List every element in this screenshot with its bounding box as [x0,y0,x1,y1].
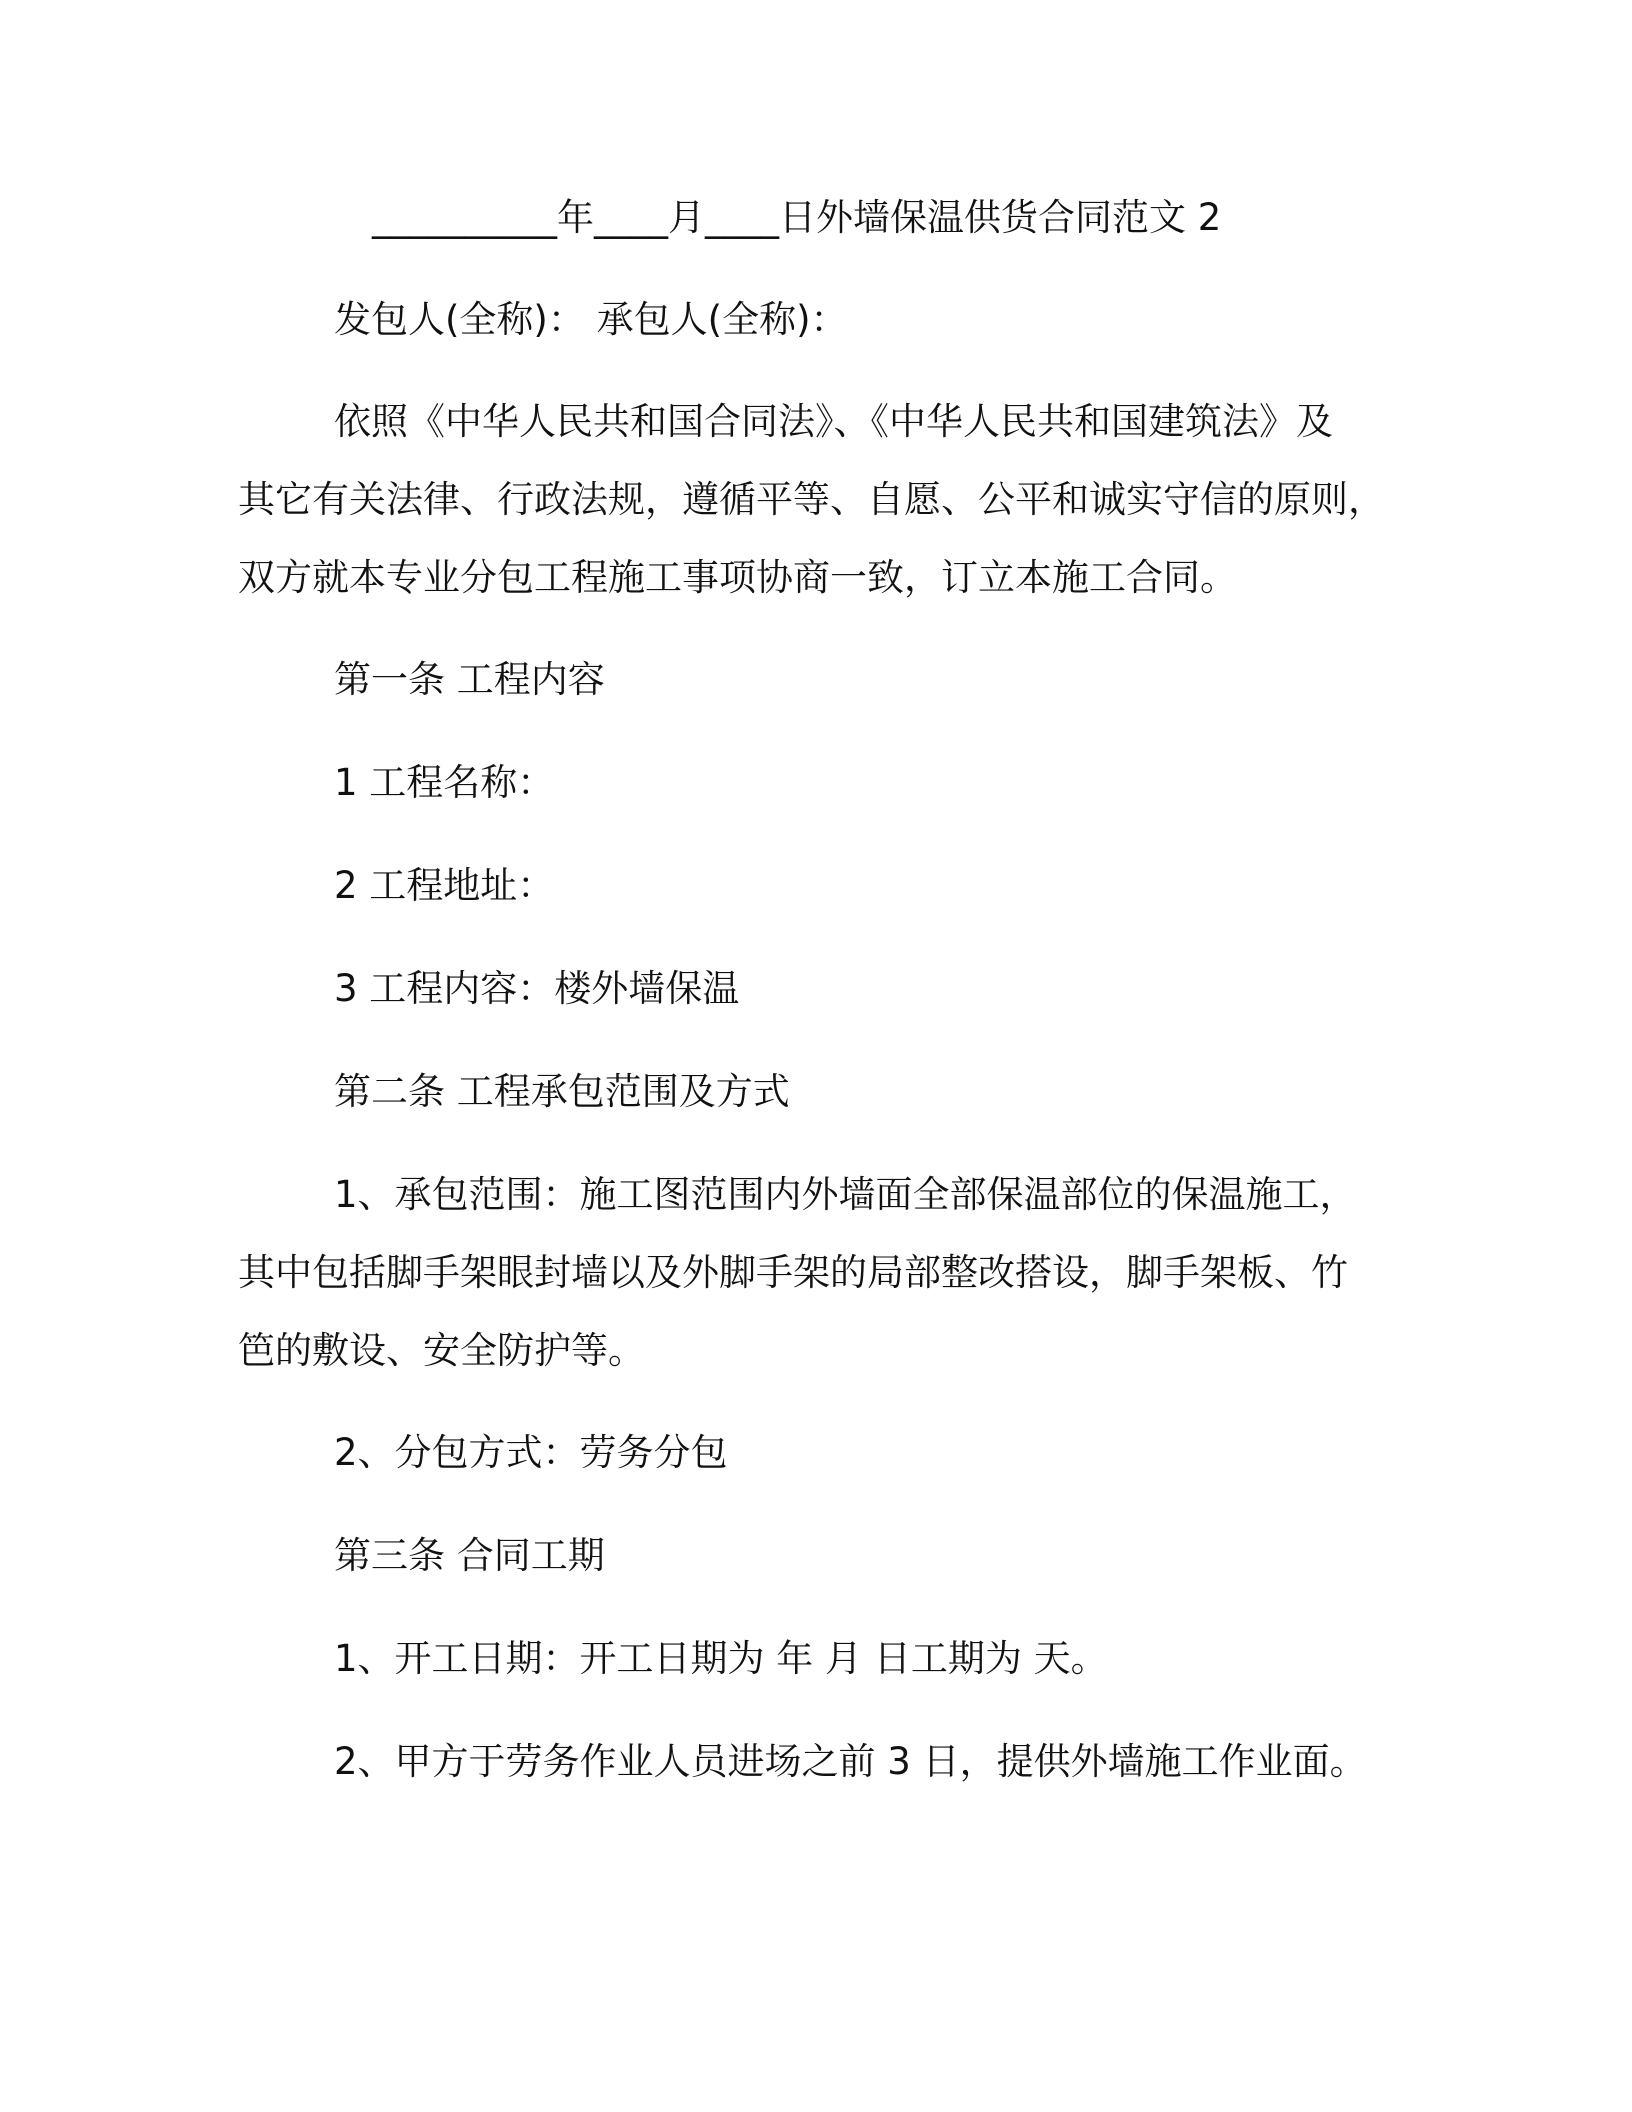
article-1-heading: 第一条 工程内容 [334,658,605,701]
intro-line-1: 依照《中华人民共和国合同法》、《中华人民共和国建筑法》及 [334,400,1333,443]
article-1-item-1: 1 工程名称： [334,761,555,804]
article-2-scope-line-2: 其中包括脚手架眼封墙以及外脚手架的局部整改搭设，脚手架板、竹 [238,1251,1348,1294]
article-3-item-2: 2、甲方于劳务作业人员进场之前 3 日，提供外墙施工作业面。 [334,1740,1367,1783]
article-3-item-1: 1、开工日期：开工日期为 年 月 日工期为 天。 [334,1637,1108,1680]
article-1-item-3: 3 工程内容：楼外墙保温 [334,967,740,1010]
article-2-method: 2、分包方式：劳务分包 [334,1431,728,1474]
article-2-scope-line-3: 笆的敷设、安全防护等。 [238,1329,645,1372]
intro-line-2: 其它有关法律、行政法规，遵循平等、自愿、公平和诚实守信的原则， [238,478,1385,521]
article-1-item-2: 2 工程地址： [334,864,555,907]
article-2-scope-line-1: 1、承包范围：施工图范围内外墙面全部保温部位的保温施工， [334,1173,1357,1216]
article-3-heading: 第三条 合同工期 [334,1534,605,1577]
parties-line: 发包人(全称)： 承包人(全称)： [334,298,848,341]
article-2-heading: 第二条 工程承包范围及方式 [334,1070,790,1113]
document-title: __________年____月____日外墙保温供货合同范文 2 [372,196,1222,239]
intro-line-3: 双方就本专业分包工程施工事项协商一致，订立本施工合同。 [238,556,1237,599]
